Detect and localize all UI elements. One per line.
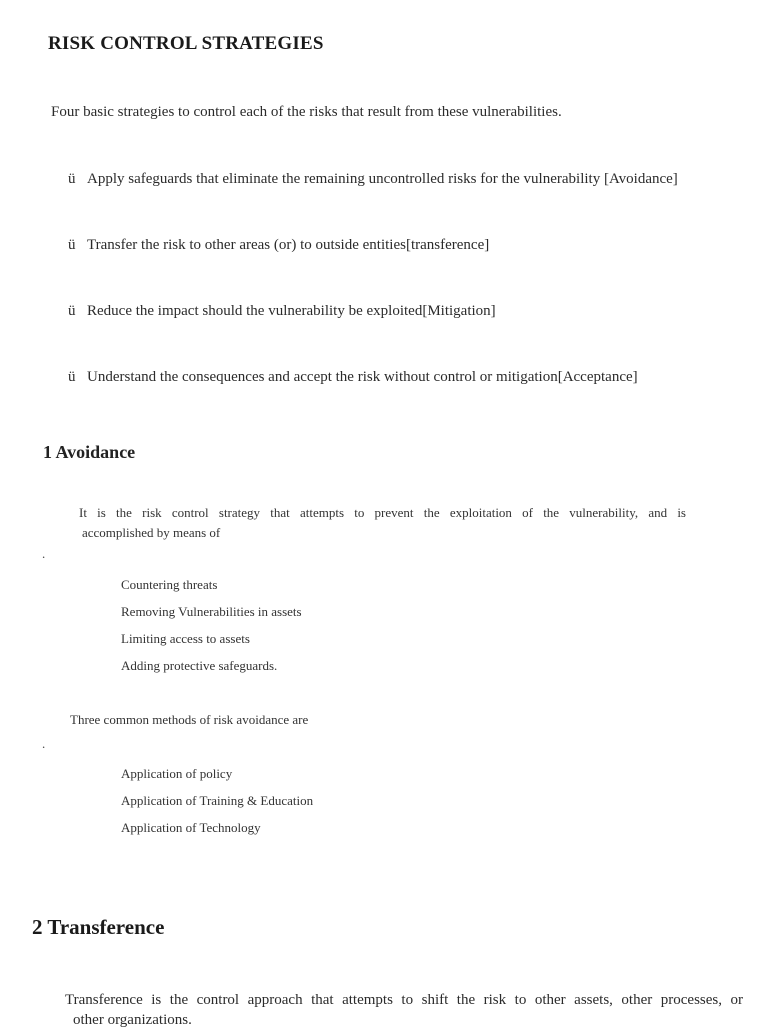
strategy-text: Apply safeguards that eliminate the remaining uncontrolled risks for the vulnerability [Avoidance]	[87, 171, 678, 187]
strategy-item	[68, 237, 489, 254]
avoidance-methods-intro: Three common methods of risk avoidance are	[70, 712, 309, 727]
check-bullet-icon: ü	[68, 171, 76, 187]
avoidance-method-item: Application of policy	[121, 766, 233, 781]
check-bullet-icon: ü	[68, 369, 76, 385]
avoidance-means-item: Countering threats	[121, 577, 218, 592]
avoidance-means-item: Adding protective safeguards.	[121, 658, 278, 673]
strategy-text: Understand the consequences and accept the risk without control or mitigation[Acceptance]	[87, 369, 638, 385]
page-title: RISK CONTROL STRATEGIES	[48, 33, 324, 54]
strategy-item	[68, 171, 678, 188]
avoidance-means-item: Limiting access to assets	[121, 631, 250, 646]
section-heading-transference: 2 Transference	[32, 915, 165, 939]
avoidance-means-item: Removing Vulnerabilities in assets	[121, 604, 302, 619]
strategy-item	[68, 303, 496, 320]
avoidance-description-line2: accomplished by means of	[82, 525, 221, 540]
check-bullet-icon: ü	[68, 237, 76, 253]
avoidance-description	[79, 503, 686, 543]
intro-text: Four basic strategies to control each of the risks that result from these vulnerabilities.	[51, 104, 562, 120]
strategy-text: Reduce the impact should the vulnerability be exploited[Mitigation]	[87, 303, 496, 319]
bullet-dot: .	[42, 546, 46, 561]
transference-description-line1: Transference is the control approach that attempts to shift the risk to other assets, other processes, or	[65, 992, 743, 1008]
avoidance-method-item: Application of Technology	[121, 820, 261, 835]
bullet-dot: .	[42, 736, 46, 751]
check-bullet-icon: ü	[68, 303, 76, 319]
avoidance-description-line1: It is the risk control strategy that attempts to prevent the exploitation of the vulnerability, and is	[79, 505, 686, 520]
strategy-text: Transfer the risk to other areas (or) to outside entities[transference]	[87, 237, 490, 253]
section-heading-avoidance: 1 Avoidance	[43, 442, 136, 462]
transference-description	[65, 990, 743, 1030]
avoidance-method-item: Application of Training & Education	[121, 793, 314, 808]
transference-description-line2: other organizations.	[73, 1012, 192, 1028]
strategy-item	[68, 369, 638, 386]
